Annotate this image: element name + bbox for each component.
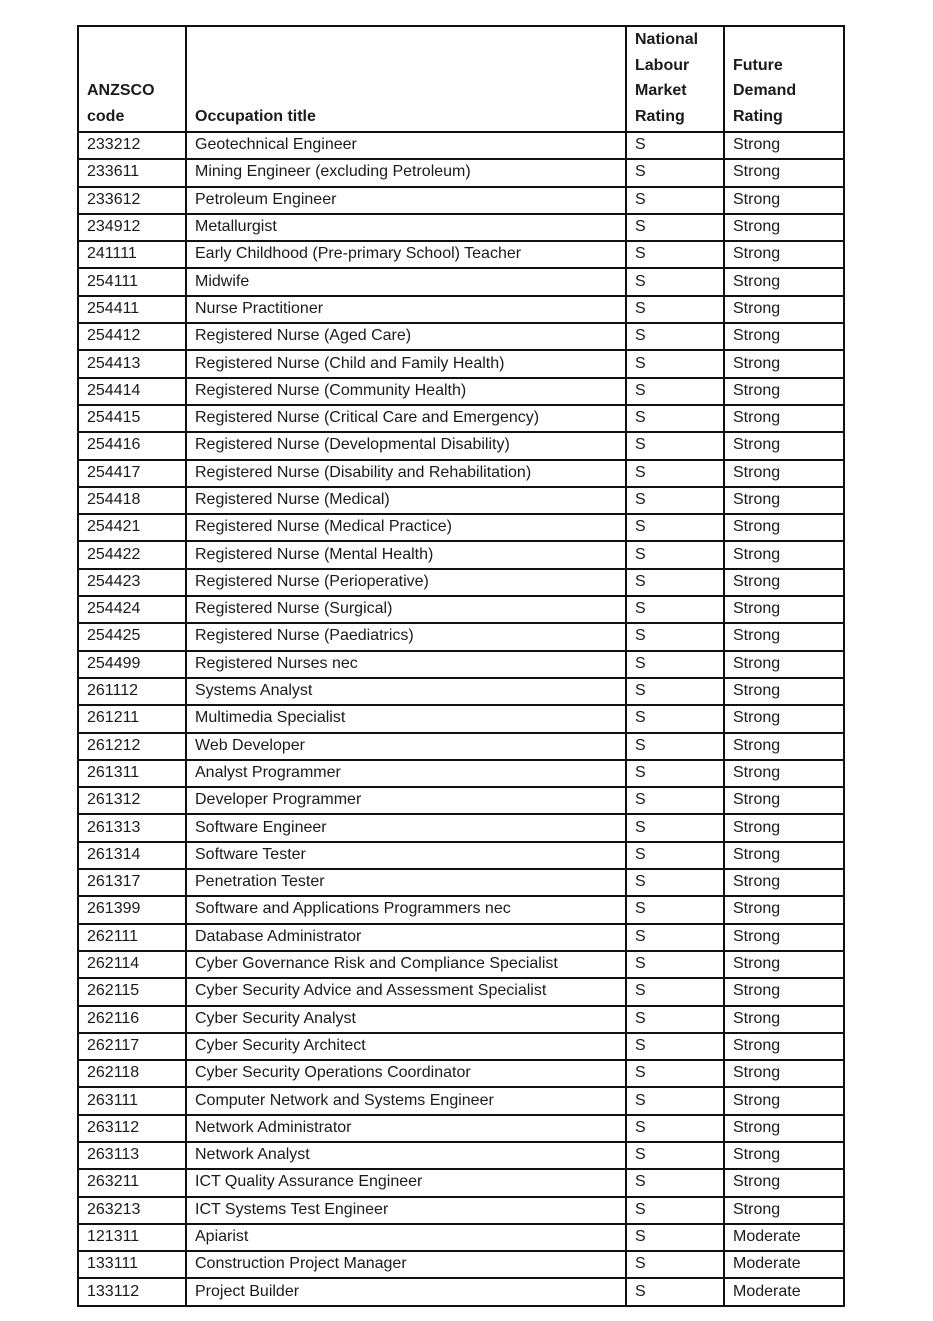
- future-demand-cell: Strong: [724, 1006, 844, 1033]
- future-demand-cell: Strong: [724, 241, 844, 268]
- header-row: [78, 26, 844, 132]
- anzsco-code-cell: 262115: [78, 978, 186, 1005]
- table-row: [78, 569, 844, 596]
- occupation-title-cell: Software and Applications Programmers nec: [186, 896, 626, 923]
- future-demand-cell: Strong: [724, 760, 844, 787]
- national-rating-cell: S: [626, 132, 724, 159]
- anzsco-code-cell: 254414: [78, 378, 186, 405]
- table-row: [78, 350, 844, 377]
- occupation-title-cell: Geotechnical Engineer: [186, 132, 626, 159]
- national-rating-cell: S: [626, 924, 724, 951]
- occupation-title-cell: Metallurgist: [186, 214, 626, 241]
- national-rating-cell: S: [626, 596, 724, 623]
- future-demand-cell: Strong: [724, 378, 844, 405]
- future-demand-cell: Strong: [724, 978, 844, 1005]
- future-demand-cell: Strong: [724, 405, 844, 432]
- future-demand-cell: Strong: [724, 187, 844, 214]
- anzsco-code-cell: 233611: [78, 159, 186, 186]
- national-rating-cell: S: [626, 814, 724, 841]
- national-rating-cell: S: [626, 187, 724, 214]
- national-rating-cell: S: [626, 1224, 724, 1251]
- occupation-title-cell: Registered Nurse (Mental Health): [186, 541, 626, 568]
- table-row: [78, 842, 844, 869]
- national-rating-cell: S: [626, 1251, 724, 1278]
- national-rating-cell: S: [626, 1033, 724, 1060]
- future-demand-cell: Strong: [724, 623, 844, 650]
- future-demand-cell: Strong: [724, 678, 844, 705]
- national-rating-cell: S: [626, 1142, 724, 1169]
- national-rating-cell: S: [626, 1115, 724, 1142]
- anzsco-code-cell: 254417: [78, 460, 186, 487]
- anzsco-code-cell: 261312: [78, 787, 186, 814]
- table-row: [78, 1087, 844, 1114]
- national-rating-cell: S: [626, 296, 724, 323]
- future-demand-cell: Strong: [724, 1169, 844, 1196]
- anzsco-code-cell: 254412: [78, 323, 186, 350]
- occupation-title-cell: Cyber Governance Risk and Compliance Specialist: [186, 951, 626, 978]
- anzsco-code-cell: 254411: [78, 296, 186, 323]
- occupation-title-cell: Multimedia Specialist: [186, 705, 626, 732]
- table-row: [78, 1278, 844, 1305]
- anzsco-code-cell: 233212: [78, 132, 186, 159]
- table-row: [78, 760, 844, 787]
- occupation-title-cell: Project Builder: [186, 1278, 626, 1305]
- future-demand-cell: Strong: [724, 1060, 844, 1087]
- anzsco-code-cell: 261212: [78, 733, 186, 760]
- anzsco-code-cell: 254499: [78, 651, 186, 678]
- occupation-title-cell: Registered Nurse (Critical Care and Emergency): [186, 405, 626, 432]
- future-demand-cell: Strong: [724, 787, 844, 814]
- table-row: [78, 323, 844, 350]
- future-demand-cell: Strong: [724, 705, 844, 732]
- anzsco-code-cell: 234912: [78, 214, 186, 241]
- future-demand-cell: Moderate: [724, 1224, 844, 1251]
- future-demand-cell: Strong: [724, 1115, 844, 1142]
- national-rating-cell: S: [626, 268, 724, 295]
- national-rating-cell: S: [626, 951, 724, 978]
- table-row: [78, 623, 844, 650]
- anzsco-code-cell: 262116: [78, 1006, 186, 1033]
- table-row: [78, 487, 844, 514]
- anzsco-code-cell: 254421: [78, 514, 186, 541]
- national-rating-cell: S: [626, 541, 724, 568]
- anzsco-code-cell: 263211: [78, 1169, 186, 1196]
- table-header: [78, 26, 844, 132]
- table-row: [78, 951, 844, 978]
- national-rating-cell: S: [626, 1060, 724, 1087]
- future-demand-cell: Strong: [724, 924, 844, 951]
- future-demand-cell: Strong: [724, 951, 844, 978]
- occupation-title-cell: Web Developer: [186, 733, 626, 760]
- table-row: [78, 678, 844, 705]
- anzsco-code-cell: 121311: [78, 1224, 186, 1251]
- table-row: [78, 1251, 844, 1278]
- national-rating-cell: S: [626, 842, 724, 869]
- table-row: [78, 1224, 844, 1251]
- occupation-title-cell: Registered Nurse (Paediatrics): [186, 623, 626, 650]
- anzsco-code-cell: 254413: [78, 350, 186, 377]
- anzsco-code-cell: 254422: [78, 541, 186, 568]
- national-rating-cell: S: [626, 405, 724, 432]
- national-rating-cell: S: [626, 241, 724, 268]
- occupation-title-cell: Network Administrator: [186, 1115, 626, 1142]
- occupation-title-cell: ICT Systems Test Engineer: [186, 1197, 626, 1224]
- anzsco-code-cell: 263213: [78, 1197, 186, 1224]
- occupation-title-cell: Cyber Security Advice and Assessment Specialist: [186, 978, 626, 1005]
- anzsco-code-cell: 263111: [78, 1087, 186, 1114]
- anzsco-code-cell: 254423: [78, 569, 186, 596]
- future-demand-cell: Moderate: [724, 1251, 844, 1278]
- anzsco-code-cell: 254415: [78, 405, 186, 432]
- national-rating-cell: S: [626, 1197, 724, 1224]
- future-demand-cell: Strong: [724, 460, 844, 487]
- national-rating-cell: S: [626, 705, 724, 732]
- table-row: [78, 296, 844, 323]
- table-row: [78, 432, 844, 459]
- table-row: [78, 405, 844, 432]
- occupation-title-cell: Systems Analyst: [186, 678, 626, 705]
- future-demand-cell: Strong: [724, 132, 844, 159]
- national-rating-cell: S: [626, 1278, 724, 1305]
- anzsco-code-cell: 254416: [78, 432, 186, 459]
- occupation-title-cell: Registered Nurses nec: [186, 651, 626, 678]
- table-row: [78, 460, 844, 487]
- occupation-title-cell: Apiarist: [186, 1224, 626, 1251]
- future-demand-cell: Strong: [724, 487, 844, 514]
- anzsco-code-cell: 262114: [78, 951, 186, 978]
- national-rating-cell: S: [626, 978, 724, 1005]
- anzsco-code-cell: 261317: [78, 869, 186, 896]
- occupation-title-cell: Registered Nurse (Medical Practice): [186, 514, 626, 541]
- future-demand-cell: Strong: [724, 733, 844, 760]
- occupation-title-cell: Mining Engineer (excluding Petroleum): [186, 159, 626, 186]
- national-rating-cell: S: [626, 733, 724, 760]
- national-rating-cell: S: [626, 214, 724, 241]
- table-row: [78, 268, 844, 295]
- future-demand-cell: Strong: [724, 350, 844, 377]
- anzsco-code-cell: 261313: [78, 814, 186, 841]
- occupation-title-cell: Registered Nurse (Child and Family Health): [186, 350, 626, 377]
- occupation-title-cell: Registered Nurse (Aged Care): [186, 323, 626, 350]
- occupation-title-cell: Developer Programmer: [186, 787, 626, 814]
- occupation-title-cell: Network Analyst: [186, 1142, 626, 1169]
- anzsco-code-cell: 262111: [78, 924, 186, 951]
- occupation-title-cell: Nurse Practitioner: [186, 296, 626, 323]
- table-row: [78, 978, 844, 1005]
- anzsco-code-cell: 261314: [78, 842, 186, 869]
- anzsco-code-cell: 233612: [78, 187, 186, 214]
- header-future-demand-rating: Future Demand Rating: [724, 26, 844, 132]
- occupation-title-cell: Database Administrator: [186, 924, 626, 951]
- occupation-title-cell: ICT Quality Assurance Engineer: [186, 1169, 626, 1196]
- future-demand-cell: Strong: [724, 514, 844, 541]
- table-row: [78, 1169, 844, 1196]
- future-demand-cell: Strong: [724, 1142, 844, 1169]
- future-demand-cell: Strong: [724, 1197, 844, 1224]
- future-demand-cell: Strong: [724, 596, 844, 623]
- occupation-title-cell: Cyber Security Architect: [186, 1033, 626, 1060]
- table-row: [78, 132, 844, 159]
- anzsco-code-cell: 241111: [78, 241, 186, 268]
- table-row: [78, 1197, 844, 1224]
- national-rating-cell: S: [626, 432, 724, 459]
- anzsco-code-cell: 261311: [78, 760, 186, 787]
- table-row: [78, 787, 844, 814]
- occupation-title-cell: Registered Nurse (Surgical): [186, 596, 626, 623]
- table-row: [78, 596, 844, 623]
- national-rating-cell: S: [626, 678, 724, 705]
- anzsco-code-cell: 261211: [78, 705, 186, 732]
- national-rating-cell: S: [626, 1006, 724, 1033]
- table-row: [78, 1060, 844, 1087]
- occupation-title-cell: Penetration Tester: [186, 869, 626, 896]
- future-demand-cell: Strong: [724, 268, 844, 295]
- anzsco-code-cell: 261112: [78, 678, 186, 705]
- occupation-title-cell: Petroleum Engineer: [186, 187, 626, 214]
- occupation-title-cell: Analyst Programmer: [186, 760, 626, 787]
- future-demand-cell: Strong: [724, 1033, 844, 1060]
- table-row: [78, 1115, 844, 1142]
- future-demand-cell: Moderate: [724, 1278, 844, 1305]
- national-rating-cell: S: [626, 651, 724, 678]
- table-row: [78, 924, 844, 951]
- table-row: [78, 214, 844, 241]
- anzsco-code-cell: 133112: [78, 1278, 186, 1305]
- future-demand-cell: Strong: [724, 842, 844, 869]
- occupation-title-cell: Software Engineer: [186, 814, 626, 841]
- occupation-title-cell: Software Tester: [186, 842, 626, 869]
- future-demand-cell: Strong: [724, 569, 844, 596]
- occupation-title-cell: Registered Nurse (Disability and Rehabilitation): [186, 460, 626, 487]
- table-row: [78, 869, 844, 896]
- occupation-title-cell: Registered Nurse (Perioperative): [186, 569, 626, 596]
- header-occupation-title: Occupation title: [186, 26, 626, 132]
- national-rating-cell: S: [626, 1169, 724, 1196]
- future-demand-cell: Strong: [724, 651, 844, 678]
- national-rating-cell: S: [626, 460, 724, 487]
- future-demand-cell: Strong: [724, 814, 844, 841]
- occupation-table: [77, 25, 845, 1307]
- anzsco-code-cell: 254424: [78, 596, 186, 623]
- anzsco-code-cell: 254425: [78, 623, 186, 650]
- national-rating-cell: S: [626, 487, 724, 514]
- table-row: [78, 241, 844, 268]
- future-demand-cell: Strong: [724, 214, 844, 241]
- national-rating-cell: S: [626, 1087, 724, 1114]
- anzsco-code-cell: 262117: [78, 1033, 186, 1060]
- national-rating-cell: S: [626, 323, 724, 350]
- occupation-title-cell: Registered Nurse (Community Health): [186, 378, 626, 405]
- header-anzsco-code: ANZSCO code: [78, 26, 186, 132]
- anzsco-code-cell: 261399: [78, 896, 186, 923]
- table-row: [78, 1006, 844, 1033]
- anzsco-code-cell: 254418: [78, 487, 186, 514]
- national-rating-cell: S: [626, 896, 724, 923]
- occupation-title-cell: Cyber Security Analyst: [186, 1006, 626, 1033]
- occupation-title-cell: Construction Project Manager: [186, 1251, 626, 1278]
- table-row: [78, 733, 844, 760]
- anzsco-code-cell: 263113: [78, 1142, 186, 1169]
- future-demand-cell: Strong: [724, 869, 844, 896]
- table-row: [78, 378, 844, 405]
- table-row: [78, 896, 844, 923]
- table-row: [78, 541, 844, 568]
- national-rating-cell: S: [626, 787, 724, 814]
- table-row: [78, 705, 844, 732]
- national-rating-cell: S: [626, 623, 724, 650]
- table-row: [78, 814, 844, 841]
- national-rating-cell: S: [626, 159, 724, 186]
- future-demand-cell: Strong: [724, 296, 844, 323]
- table-body: [78, 132, 844, 1306]
- national-rating-cell: S: [626, 569, 724, 596]
- table-row: [78, 651, 844, 678]
- table-row: [78, 1142, 844, 1169]
- national-rating-cell: S: [626, 514, 724, 541]
- occupation-title-cell: Computer Network and Systems Engineer: [186, 1087, 626, 1114]
- anzsco-code-cell: 262118: [78, 1060, 186, 1087]
- occupation-title-cell: Cyber Security Operations Coordinator: [186, 1060, 626, 1087]
- table-row: [78, 1033, 844, 1060]
- national-rating-cell: S: [626, 760, 724, 787]
- future-demand-cell: Strong: [724, 323, 844, 350]
- future-demand-cell: Strong: [724, 159, 844, 186]
- occupation-title-cell: Registered Nurse (Medical): [186, 487, 626, 514]
- national-rating-cell: S: [626, 378, 724, 405]
- anzsco-code-cell: 133111: [78, 1251, 186, 1278]
- occupation-title-cell: Midwife: [186, 268, 626, 295]
- table-row: [78, 159, 844, 186]
- future-demand-cell: Strong: [724, 541, 844, 568]
- future-demand-cell: Strong: [724, 896, 844, 923]
- table-row: [78, 514, 844, 541]
- occupation-title-cell: Early Childhood (Pre-primary School) Teacher: [186, 241, 626, 268]
- anzsco-code-cell: 263112: [78, 1115, 186, 1142]
- national-rating-cell: S: [626, 350, 724, 377]
- occupation-title-cell: Registered Nurse (Developmental Disability): [186, 432, 626, 459]
- national-rating-cell: S: [626, 869, 724, 896]
- header-national-labour-market-rating: National Labour Market Rating: [626, 26, 724, 132]
- table-row: [78, 187, 844, 214]
- future-demand-cell: Strong: [724, 432, 844, 459]
- future-demand-cell: Strong: [724, 1087, 844, 1114]
- anzsco-code-cell: 254111: [78, 268, 186, 295]
